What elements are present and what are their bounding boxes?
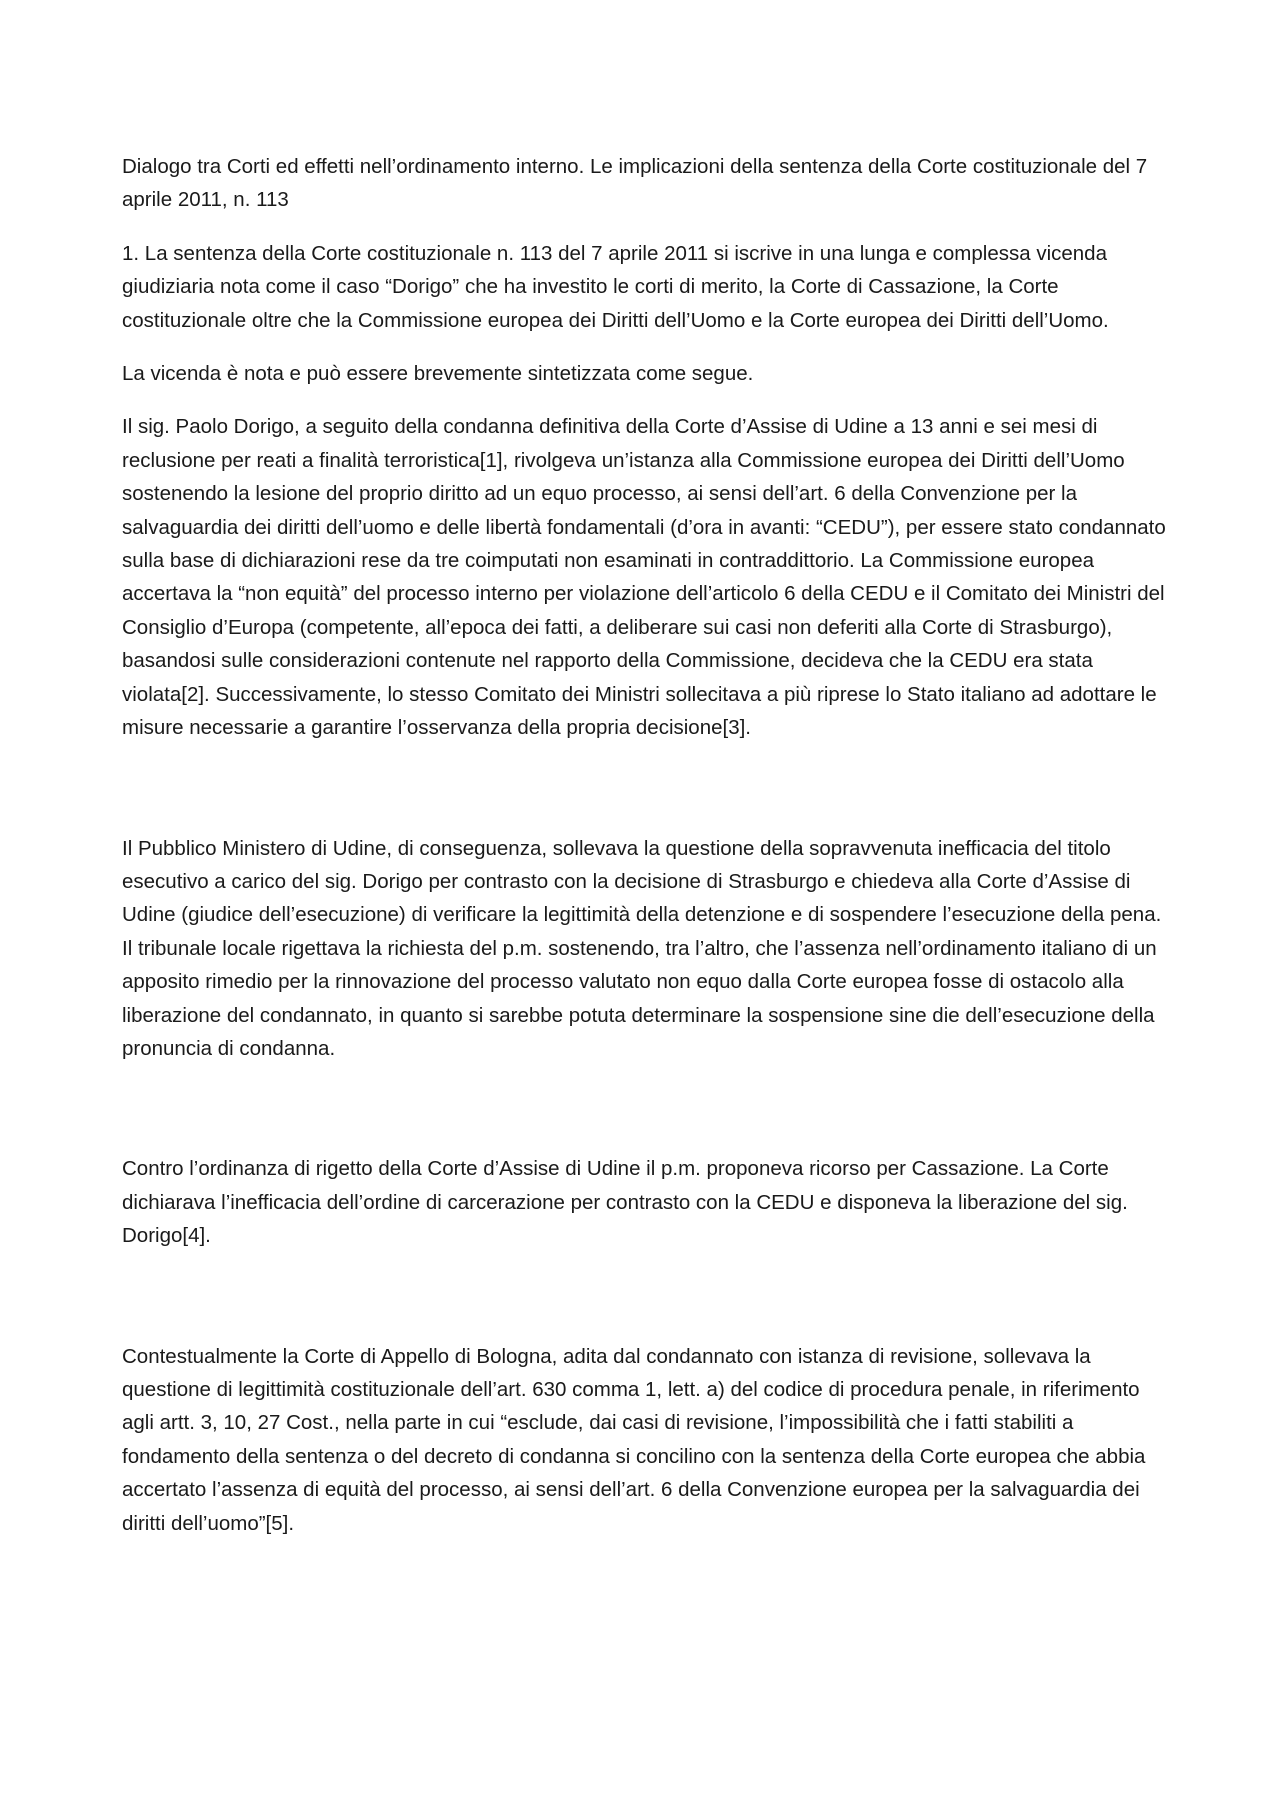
document-title: Dialogo tra Corti ed effetti nell’ordinamento interno. Le implicazioni della sentenza della Corte costituzionale del 7 aprile 2011, n. 113 bbox=[122, 155, 1148, 212]
paragraph-public-prosecutor: Il Pubblico Ministero di Udine, di conseguenza, sollevava la questione della sopravvenuta inefficacia del titolo esecutivo a carico del sig. Dorigo per contrasto con la decisione di Strasburgo e chiedeva alla Corte d’Assise di Udine (giudice dell’esecuzione) di verificare la legittimità della detenzione e di sospendere l’esecuzione della pena. Il tribunale locale rigettava la richiesta del p.m. sostenendo, tra l’altro, che l’assenza nell’ordinamento italiano di un apposito rimedio per la rinnovazione del processo valutato non equo dalla Corte europea fosse di ostacolo alla liberazione del condannato, in quanto si sarebbe potuta determinare la sospensione sine die dell’esecuzione della pronuncia di condanna. bbox=[122, 836, 1162, 1060]
paragraph-intro: 1. La sentenza della Corte costituzionale n. 113 del 7 aprile 2011 si iscrive in una lunga e complessa vicenda giudiziaria nota come il caso “Dorigo” che ha investito le corti di merito, la Corte di Cassazione, la Corte costituzionale oltre che la Commissione europea dei Diritti dell’Uomo e la Corte europea dei Diritti dell’Uomo. bbox=[122, 241, 1109, 332]
paragraph-summary: La vicenda è nota e può essere brevemente sintetizzata come segue. bbox=[122, 362, 754, 386]
paragraph-cassation: Contro l’ordinanza di rigetto della Corte d’Assise di Udine il p.m. proponeva ricorso per Cassazione. La Corte dichiarava l’inefficacia dell’ordine di carcerazione per contrasto con la CEDU e disponeva la liberazione del sig. Dorigo[4]. bbox=[122, 1157, 1128, 1248]
document-body bbox=[122, 150, 1167, 1560]
paragraph-dorigo-case: Il sig. Paolo Dorigo, a seguito della condanna definitiva della Corte d’Assise di Udine a 13 anni e sei mesi di reclusione per reati a finalità terroristica[1], rivolgeva un’istanza alla Commissione europea dei Diritti dell’Uomo sostenendo la lesione del proprio diritto ad un equo processo, ai sensi dell’art. 6 della Convenzione per la salvaguardia dei diritti dell’uomo e delle libertà fondamentali (d’ora in avanti: “CEDU”), per essere stato condannato sulla base di dichiarazioni rese da tre coimputati non esaminati in contraddittorio. La Commissione europea accertava la “non equità” del processo interno per violazione dell’articolo 6 della CEDU e il Comitato dei Ministri del Consiglio d’Europa (competente, all’epoca dei fatti, a deliberare sui casi non deferiti alla Corte di Strasburgo), basandosi sulle considerazioni contenute nel rapporto della Commissione, decideva che la CEDU era stata violata[2]. Successivamente, lo stesso Comitato dei Ministri sollecitava a più riprese lo Stato italiano ad adottare le misure necessarie a garantire l’osservanza della propria decisione[3]. bbox=[122, 415, 1166, 740]
paragraph-bologna-appeal: Contestualmente la Corte di Appello di Bologna, adita dal condannato con istanza di revisione, sollevava la questione di legittimità costituzionale dell’art. 630 comma 1, lett. a) del codice di procedura penale, in riferimento agli artt. 3, 10, 27 Cost., nella parte in cui “esclude, dai casi di revisione, l’impossibilità che i fatti stabiliti a fondamento della sentenza o del decreto di condanna si concilino con la sentenza della Corte europea che abbia accertato l’assenza di equità del processo, ai sensi dell’art. 6 della Convenzione europea per la salvaguardia dei diritti dell’uomo”[5]. bbox=[122, 1344, 1146, 1535]
